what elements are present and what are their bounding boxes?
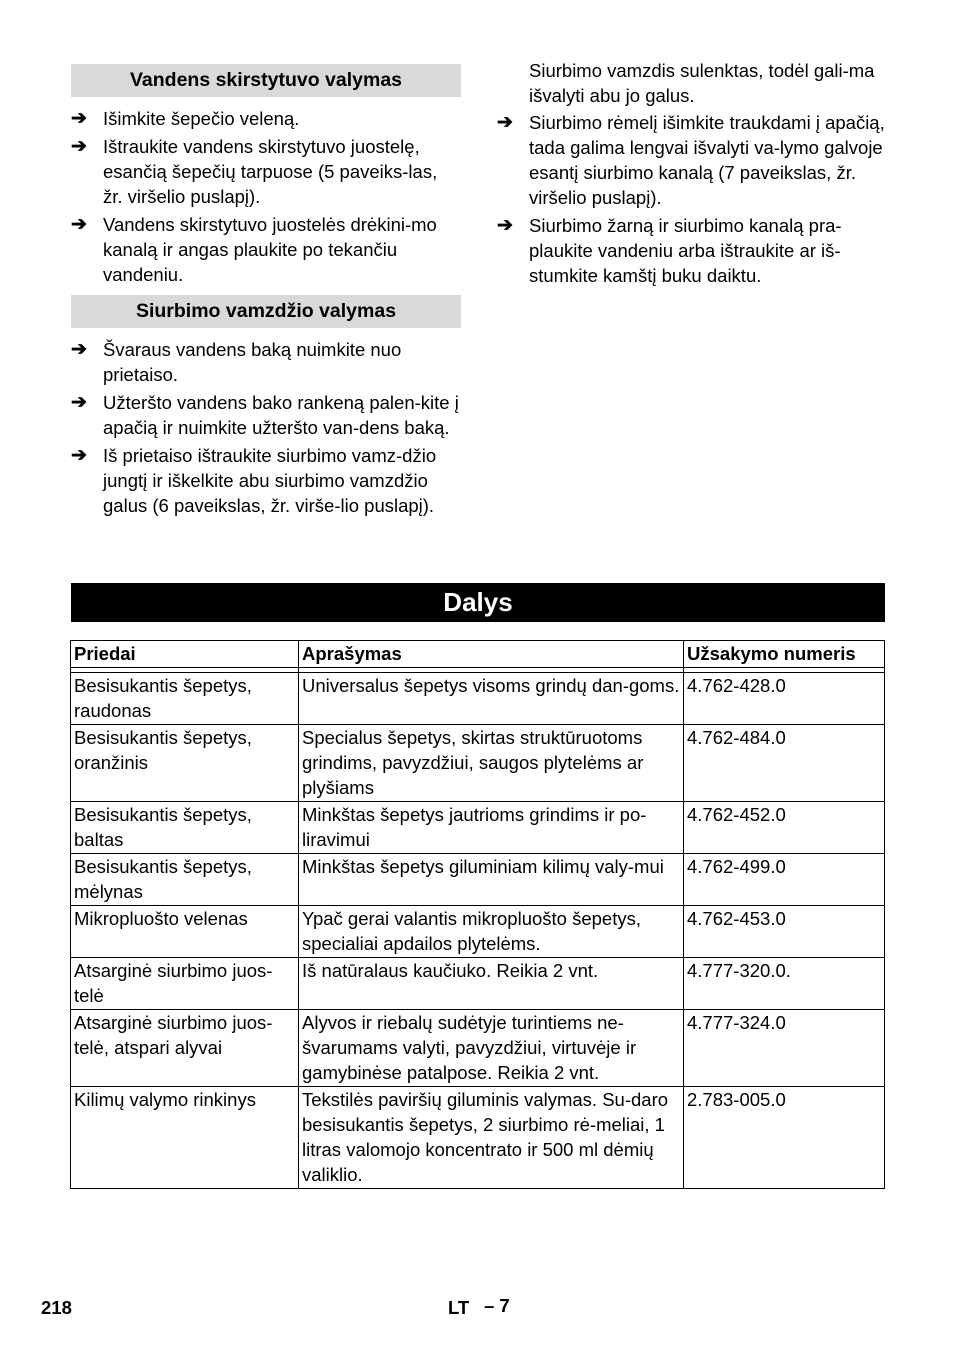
order-number-cell: 4.762-452.0 — [684, 802, 885, 854]
section-heading-suction-pipe: Siurbimo vamzdžio valymas — [71, 295, 461, 328]
suction-pipe-steps — [71, 337, 461, 518]
description-cell: Universalus šepetys visoms grindų dan-goms. — [299, 673, 684, 725]
parts-title: Dalys — [71, 583, 885, 622]
language-code: LT — [448, 1297, 470, 1318]
column-header-description: Aprašymas — [299, 641, 684, 668]
description-cell: Minkštas šepetys giluminiam kilimų valy-mui — [299, 854, 684, 906]
table-row — [71, 906, 885, 958]
description-cell: Minkštas šepetys jautrioms grindims ir po-liravimui — [299, 802, 684, 854]
right-column — [497, 58, 889, 291]
parts-table — [70, 640, 885, 1189]
suction-pipe-steps-continued — [497, 110, 889, 288]
left-column — [71, 64, 461, 521]
continuation-text: Siurbimo vamzdis sulenktas, todėl gali-ma išvalyti abu jo galus. — [529, 60, 875, 106]
list-item: ➔ Užteršto vandens bako rankeną palen-kite į apačią ir nuimkite užteršto van-dens baką. — [71, 392, 459, 438]
accessory-cell: Mikropluošto velenas — [71, 906, 299, 958]
list-item: ➔ Ištraukite vandens skirstytuvo juostelę, esančią šepečių tarpuose (5 paveiks-las, žr. viršelio puslapį). — [71, 136, 438, 207]
table-header-row — [71, 641, 885, 668]
table-row — [71, 958, 885, 1010]
arrow-right-icon: ➔ — [71, 136, 87, 157]
arrow-right-icon: ➔ — [71, 214, 87, 235]
arrow-right-icon: ➔ — [71, 339, 87, 360]
list-item: ➔ Siurbimo žarną ir siurbimo kanalą pra-plaukite vandeniu arba ištraukite ar iš-stumkite kamštį buku daiktu. — [497, 215, 842, 286]
accessory-cell: Atsarginė siurbimo juos-telė, atspari alyvai — [71, 1010, 299, 1087]
arrow-right-icon: ➔ — [497, 215, 513, 236]
table-row — [71, 1010, 885, 1087]
description-cell: Ypač gerai valantis mikropluošto šepetys, specialiai apdailos plytelėms. — [299, 906, 684, 958]
order-number-cell: 4.762-484.0 — [684, 725, 885, 802]
description-cell: Tekstilės paviršių giluminis valymas. Su-daro besisukantis šepetys, 2 siurbimo rė-meliai, 1 litras valomojo koncentrato ir 500 ml dėmių valiklio. — [299, 1087, 684, 1189]
order-number-cell: 4.777-324.0 — [684, 1010, 885, 1087]
description-cell: Alyvos ir riebalų sudėtyje turintiems ne-švarumams valyti, pavyzdžiui, virtuvėje ir gamybinėse patalpose. Reikia 2 vnt. — [299, 1010, 684, 1087]
table-row — [71, 802, 885, 854]
accessory-cell: Atsarginė siurbimo juos-telė — [71, 958, 299, 1010]
section-heading-water-distributor: Vandens skirstytuvo valymas — [71, 64, 461, 97]
arrow-right-icon: ➔ — [71, 392, 87, 413]
order-number-cell: 4.762-428.0 — [684, 673, 885, 725]
accessory-cell: Besisukantis šepetys, raudonas — [71, 673, 299, 725]
list-item: ➔ Siurbimo rėmelį išimkite traukdami į apačią, tada galima lengvai išvalyti va-lymo galvoje esantį siurbimo kanalą (7 paveikslas, žr. viršelio puslapį). — [497, 112, 885, 208]
page-number: 218 — [41, 1297, 72, 1318]
column-header-order-number: Užsakymo numeris — [684, 641, 885, 668]
order-number-cell: 4.777-320.0. — [684, 958, 885, 1010]
list-item: ➔ Vandens skirstytuvo juostelės drėkini-mo kanalą ir angas plaukite po tekančiu vandeniu. — [71, 214, 437, 285]
accessory-cell: Besisukantis šepetys, baltas — [71, 802, 299, 854]
list-item: ➔ Išimkite šepečio veleną. — [71, 108, 300, 129]
order-number-cell: 2.783-005.0 — [684, 1087, 885, 1189]
section-page-number: – 7 — [484, 1295, 510, 1316]
table-row — [71, 854, 885, 906]
description-cell: Iš natūralaus kaučiuko. Reikia 2 vnt. — [299, 958, 684, 1010]
water-distributor-steps — [71, 106, 461, 287]
accessory-cell: Besisukantis šepetys, mėlynas — [71, 854, 299, 906]
column-header-accessories: Priedai — [71, 641, 299, 668]
table-row — [71, 725, 885, 802]
accessory-cell: Besisukantis šepetys, oranžinis — [71, 725, 299, 802]
order-number-cell: 4.762-499.0 — [684, 854, 885, 906]
arrow-right-icon: ➔ — [497, 112, 513, 133]
order-number-cell: 4.762-453.0 — [684, 906, 885, 958]
arrow-right-icon: ➔ — [71, 445, 87, 466]
list-item: ➔ Švaraus vandens baką nuimkite nuo prietaiso. — [71, 339, 402, 385]
arrow-right-icon: ➔ — [71, 108, 87, 129]
table-row — [71, 1087, 885, 1189]
accessory-cell: Kilimų valymo rinkinys — [71, 1087, 299, 1189]
table-row — [71, 673, 885, 725]
description-cell: Specialus šepetys, skirtas struktūruotoms grindims, pavyzdžiui, saugos plytelėms ar plyšiams — [299, 725, 684, 802]
list-item: ➔ Iš prietaiso ištraukite siurbimo vamz-džio jungtį ir iškelkite abu siurbimo vamzdžio galus (6 paveikslas, žr. virše-lio puslapį). — [71, 445, 437, 516]
